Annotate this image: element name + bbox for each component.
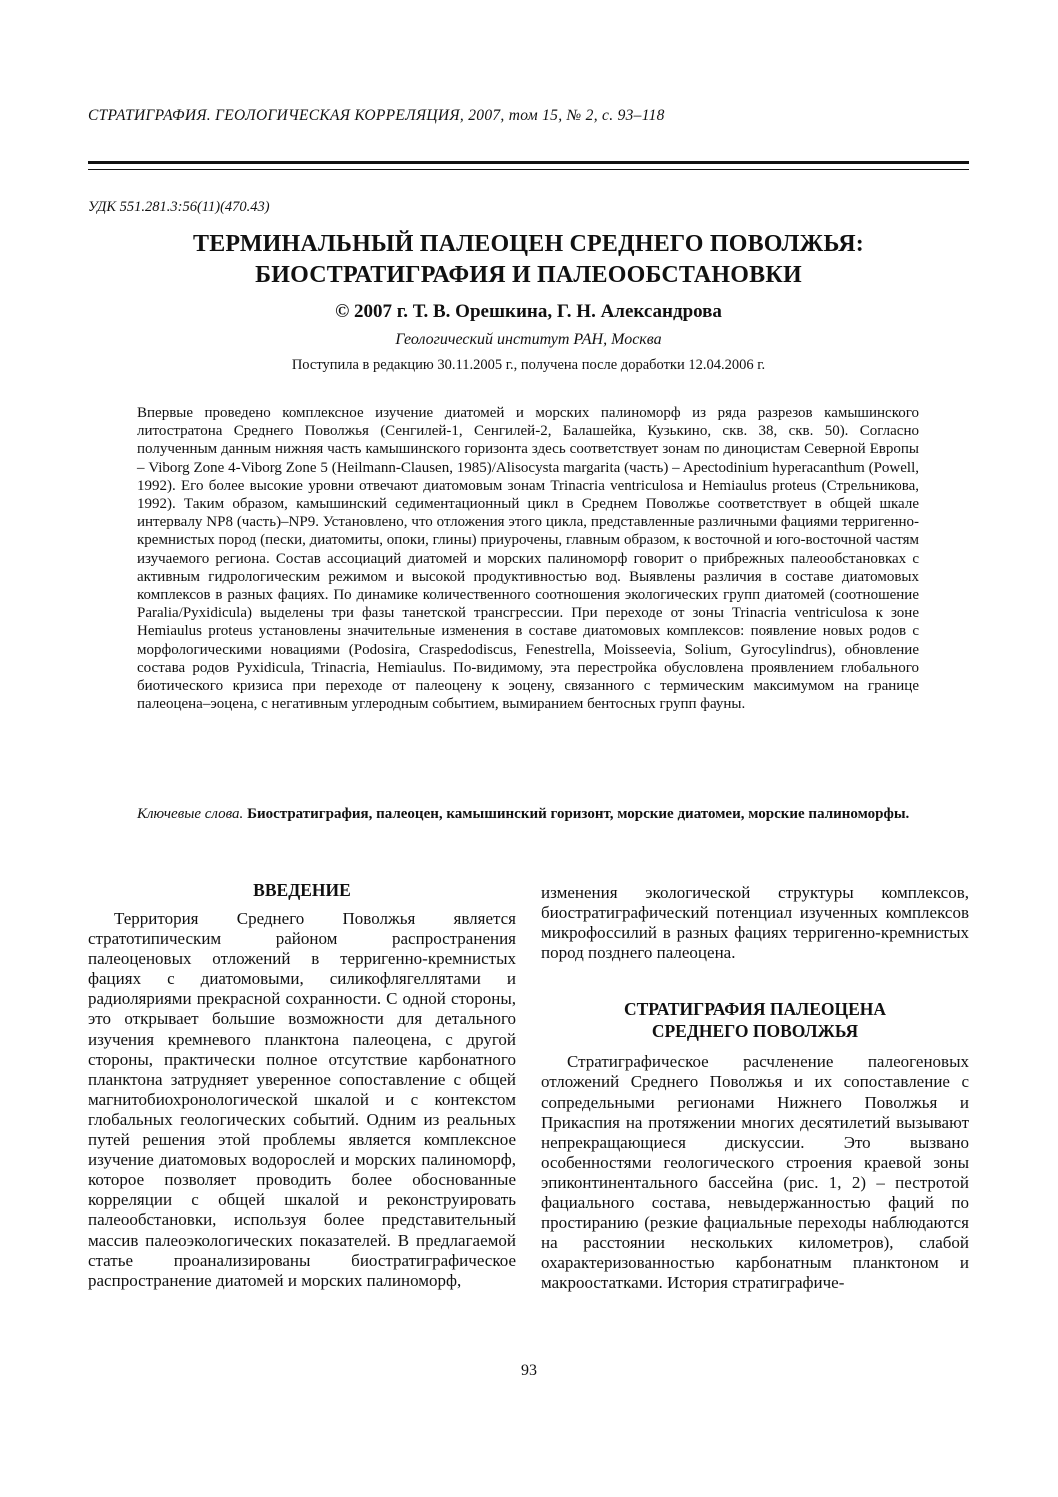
stratigraphy-paragraph: Стратиграфическое расчленение палеогеновых отложений Среднего Поволжья и их сопоставление с сопредельными регионами Нижнего Поволжья и Прикаспия на протяжении многих десятилетий вызывают непрекращающиеся дискуссии. Это вызвано особенностями геологического строения краевой зоны эпиконтинентального бассейна (рис. 1, 2) – пестротой фациального состава, невыдержанностью фаций по простиранию (резкие фациальные переходы наблюдаются на расстоянии нескольких километров), слабой охарактеризованностью карбонатным планктоном и макроостатками. История стратиграфиче- [541,1052,969,1293]
abstract: Впервые проведено комплексное изучение диатомей и морских палиноморф из ряда разрезов камышинского литостратона Среднего Поволжья (Сенгилей-1, Сенгилей-2, Балашейка, Кузькино, скв. 38, скв. 50). Согласно полученным данным нижняя часть камышинского горизонта здесь соответствует зонам по диноцистам Северной Европы – Viborg Zone 4-Viborg Zone 5 (Heilmann-Clausen, 1985)/Alisocysta margarita (часть) – Apectodinium hyperacanthum (Powell, 1992). Его более высокие уровни отвечают диатомовым зонам Trinacria ventriculosa и Hemiaulus proteus (Стрельникова, 1992). Таким образом, камышинский седиментационный цикл в Среднем Поволжье соответствует в общей шкале интервалу NP8 (часть)–NP9. Установлено, что отложения этого цикла, представленные различными фациями терригенно-кремнистых пород (пески, диатомиты, опоки, глины) приурочены, главным образом, к восточной и юго-восточной частям изучаемого региона. Состав ассоциаций диатомей и морских палиноморф говорит о прибрежных палеообстановках с активным гидрологическим режимом и высокой продуктивностью вод. Выявлены различия в составе диатомовых комплексов в разных фациях. По динамике количественного соотношения экологических групп диатомей (соотношение Paralia/Pyxidicula) выделены три фазы танетской трансгрессии. При переходе от зоны Trinacria ventriculosa к зоне Hemiaulus proteus установлены значительные изменения в составе диатомовых комплексов: появление новых родов с морфологическими новациями (Podosira, Craspedodiscus, Fenestrella, Moisseevia, Solium, Gyrocylindrus), обновление состава родов Pyxidicula, Trinacria, Hemiaulus. По-видимому, эта перестройка обусловлена проявлением глобального биотического кризиса при переходе от палеоцену к эоцену, связанного с термическим максимумом на границе палеоцена–эоцена, с негативным углеродным событием, вымиранием бентосных групп фауны. [137,405,919,713]
title-line-1: ТЕРМИНАЛЬНЫЙ ПАЛЕОЦЕН СРЕДНЕГО ПОВОЛЖЬЯ: [193,231,864,257]
keywords [137,805,919,824]
udk-code: УДК 551.281.3:56(11)(470.43) [88,199,270,215]
journal-header: СТРАТИГРАФИЯ. ГЕОЛОГИЧЕСКАЯ КОРРЕЛЯЦИЯ, 2007, том 15, № 2, с. 93–118 [88,107,665,124]
institution: Геологический институт РАН, Москва [395,331,662,348]
page-number: 93 [521,1362,537,1379]
keywords-label: Ключевые слова. [137,806,244,822]
intro-continued-paragraph: изменения экологической структуры комплексов, биостратиграфический потенциал изученных комплексов микрофоссилий в разных фациях терригенно-кремнистых пород позднего палеоцена. [541,883,969,963]
section-heading-introduction: ВВЕДЕНИЕ [253,880,351,900]
header-rule-thin [88,169,969,170]
section-spacer [541,963,969,998]
authors: © 2007 г. Т. В. Орешкина, Г. Н. Александрова [335,301,722,322]
intro-paragraph: Территория Среднего Поволжья является стратотипическим районом распространения палеоценовых отложений в терригенно-кремнистых фациях с диатомовыми, силикофлягеллятами и радиоляриями прекрасной сохранности. С одной стороны, это открывает большие возможности для детального изучения кремневого планктона палеоцена, с другой стороны, практически полное отсутствие карбонатного планктона затрудняет уверенное сопоставление с общей магнитобиохронологической шкалой и с контекстом глобальных геологических событий. Одним из реальных путей решения этой проблемы является комплексное изучение диатомовых водорослей и морских палиноморф, которое позволяет проводить более обоснованные корреляции с общей шкалой и реконструировать палеообстановки, используя более представительный массив палеоэкологических показателей. В предлагаемой статье проанализированы биостратиграфическое распространение диатомей и морских палиноморф, [88,909,516,1290]
section-heading-stratigraphy [541,998,969,1042]
left-column [88,880,516,1291]
received-dates: Поступила в редакцию 30.11.2005 г., получена после доработки 12.04.2006 г. [291,357,766,373]
section-heading-line-1: СТРАТИГРАФИЯ ПАЛЕОЦЕНА [623,999,887,1020]
section-heading-line-2: СРЕДНЕГО ПОВОЛЖЬЯ [651,1021,859,1042]
title-line-2: БИОСТРАТИГРАФИЯ И ПАЛЕООБСТАНОВКИ [255,262,802,288]
article-title [88,229,969,291]
right-column [541,883,969,1294]
header-rule-thick [88,161,969,164]
keywords-text: Биостратиграфия, палеоцен, камышинский горизонт, морские диатомеи, морские палиноморфы. [247,806,910,822]
